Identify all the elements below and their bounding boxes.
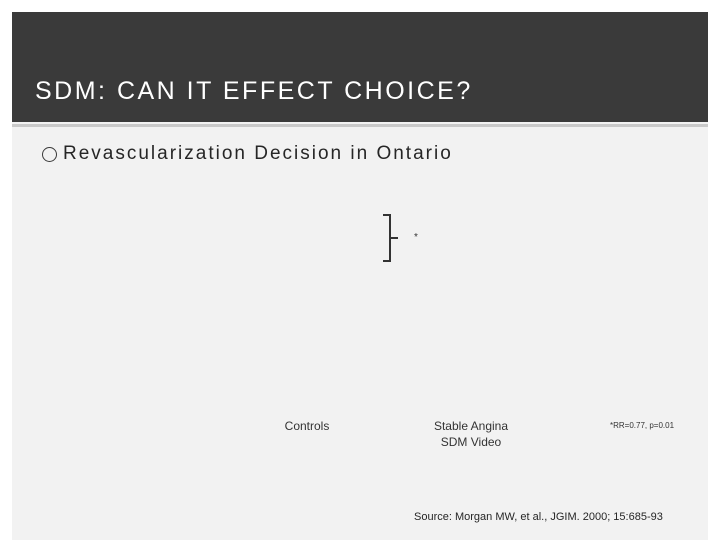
title-divider	[12, 124, 708, 127]
category-label-line: SDM Video	[440, 435, 502, 449]
bullet-text: Revascularization Decision in Ontario	[63, 143, 453, 164]
category-label-line: Stable Angina	[433, 419, 509, 433]
category-label-controls	[267, 418, 347, 434]
slide-title: SDM: CAN IT EFFECT CHOICE?	[35, 77, 473, 105]
category-label-line: Controls	[284, 419, 330, 433]
bullet-item	[42, 142, 453, 166]
source-citation: Source: Morgan MW, et al., JGIM. 2000; 15:685-93	[414, 511, 663, 523]
hollow-circle-bullet-icon	[42, 147, 57, 162]
statistics-footnote: *RR=0.77, p=0.01	[610, 421, 675, 430]
category-label-sdm-video	[411, 418, 531, 450]
significance-marker: *	[414, 232, 418, 243]
